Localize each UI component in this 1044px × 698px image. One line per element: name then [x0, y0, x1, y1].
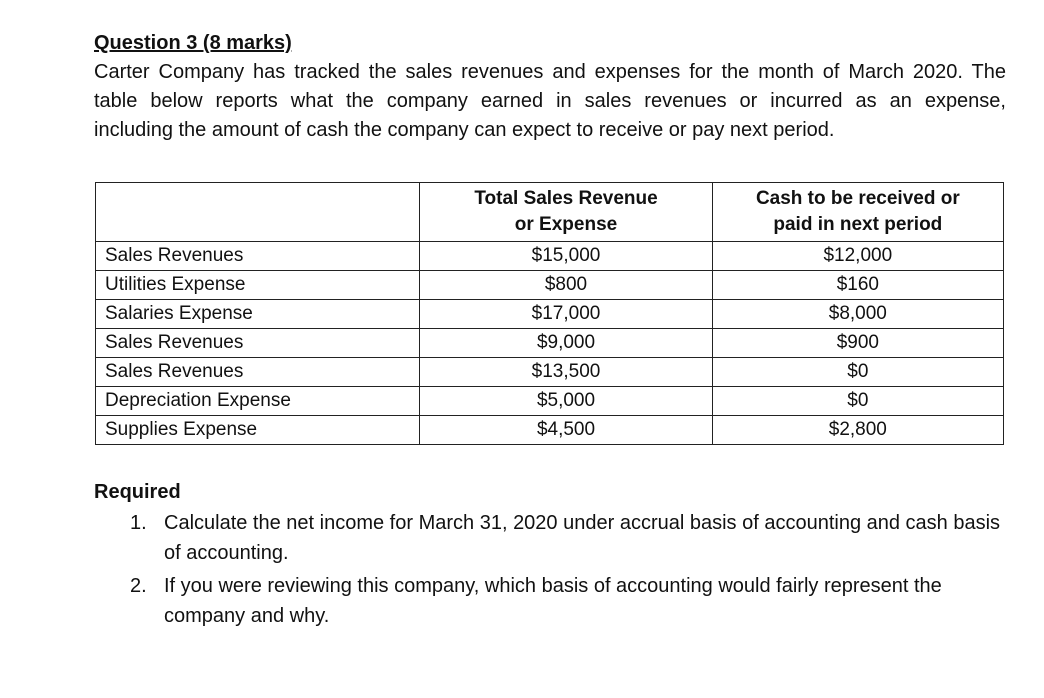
row-label: Sales Revenues — [96, 329, 420, 358]
table-row — [96, 300, 1004, 329]
row-total: $800 — [420, 271, 712, 300]
table-row — [96, 416, 1004, 445]
row-label: Utilities Expense — [96, 271, 420, 300]
row-cash: $900 — [712, 329, 1003, 358]
row-label: Supplies Expense — [96, 416, 420, 445]
header-label-column — [96, 183, 420, 242]
required-item — [94, 508, 1006, 568]
table-row — [96, 271, 1004, 300]
intro-line: Carter Company has tracked the sales revenues and expenses for the month of March 2020. The — [94, 61, 1006, 83]
row-cash: $12,000 — [712, 242, 1003, 271]
row-cash: $8,000 — [712, 300, 1003, 329]
table-row — [96, 242, 1004, 271]
row-label: Sales Revenues — [96, 358, 420, 387]
row-label: Sales Revenues — [96, 242, 420, 271]
row-cash: $160 — [712, 271, 1003, 300]
row-label: Depreciation Expense — [96, 387, 420, 416]
row-cash: $2,800 — [712, 416, 1003, 445]
header-total-line: Total Sales Revenue — [474, 188, 658, 209]
table-row — [96, 329, 1004, 358]
required-item-number: 2. — [130, 575, 147, 597]
header-cash-column — [712, 183, 1003, 242]
required-item — [94, 571, 1006, 631]
row-label: Salaries Expense — [96, 300, 420, 329]
row-total: $5,000 — [420, 387, 712, 416]
intro-line: including the amount of cash the company can expect to receive or pay next period. — [94, 119, 835, 141]
row-total: $9,000 — [420, 329, 712, 358]
row-total: $15,000 — [420, 242, 712, 271]
intro-paragraph — [94, 58, 1006, 145]
row-total: $13,500 — [420, 358, 712, 387]
header-cash-line: Cash to be received or — [755, 188, 960, 209]
required-item-number: 1. — [130, 512, 147, 534]
header-total-line: or Expense — [514, 214, 618, 235]
table-row — [96, 387, 1004, 416]
question-title: Question 3 (8 marks) — [94, 32, 292, 54]
required-heading: Required — [94, 481, 181, 503]
row-total: $4,500 — [420, 416, 712, 445]
revenue-expense-table — [95, 182, 1004, 445]
row-cash: $0 — [712, 387, 1003, 416]
required-item-text: If you were reviewing this company, which basis of accounting would fairly represent the company and why. — [164, 575, 942, 627]
row-cash: $0 — [712, 358, 1003, 387]
row-total: $17,000 — [420, 300, 712, 329]
table-row — [96, 358, 1004, 387]
header-total-column — [420, 183, 712, 242]
header-cash-line: paid in next period — [773, 214, 943, 235]
table-header-row — [96, 183, 1004, 242]
required-item-text: Calculate the net income for March 31, 2020 under accrual basis of accounting and cash basis of accounting. — [164, 512, 1001, 564]
intro-line: table below reports what the company earned in sales revenues or incurred as an expense, — [94, 90, 1006, 112]
required-list — [94, 508, 1006, 634]
